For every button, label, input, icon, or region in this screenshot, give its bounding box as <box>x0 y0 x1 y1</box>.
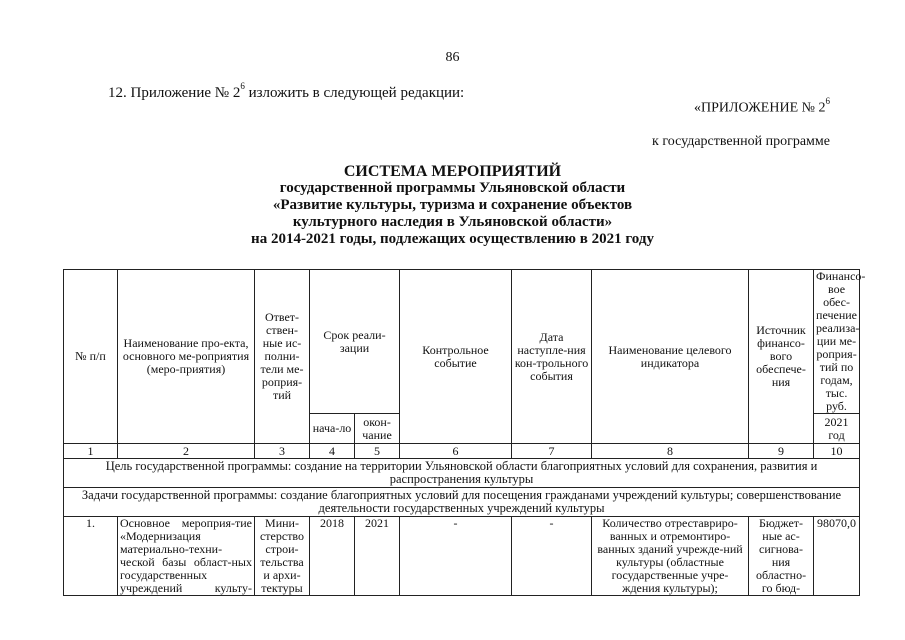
title-line-3: «Развитие культуры, туризма и сохранение объектов <box>272 197 633 213</box>
col-number: 8 <box>592 444 749 459</box>
program-goal: Цель государственной программы: создание на территории Ульяновской области благоприятных условий для сохранения, развития и распространения культуры <box>64 459 860 488</box>
header-event-date: Дата наступле-ния кон-трольного события <box>512 270 592 444</box>
row-date: - <box>512 517 592 596</box>
appendix-label: «ПРИЛОЖЕНИЕ № $2^6$ <box>694 96 830 116</box>
header-finance: Финансо-вое обес-печение реализа-ции ме-роприя-тий по годам, тыс. руб. <box>814 270 860 414</box>
page-number: 86 <box>445 50 460 65</box>
measures-table <box>63 269 866 596</box>
header-source: Источник финансо-вого обеспече-ния <box>749 270 814 444</box>
col-number: 2 <box>118 444 255 459</box>
col-number: 7 <box>512 444 592 459</box>
intro-text: 12. Приложение № $2^6$ изложить в следующей редакции: <box>108 81 465 101</box>
col-number: 9 <box>749 444 814 459</box>
row-end: 2021 <box>355 517 400 596</box>
row-control: - <box>400 517 512 596</box>
header-start: нача-ло <box>310 414 355 444</box>
title-line-5: на 2014-2021 годы, подлежащих осуществлению в 2021 году <box>251 231 654 247</box>
col-number: 1 <box>64 444 118 459</box>
row-amount: 98070,0 <box>814 517 860 596</box>
document-title <box>0 163 905 248</box>
header-period: Срок реали-зации <box>310 270 400 414</box>
appendix-superscript: 6 <box>825 96 830 106</box>
header-control-event: Контрольное событие <box>400 270 512 444</box>
row-num: 1. <box>64 517 118 596</box>
row-name: Основное мероприя-тие «Модернизация материально-техни-ческой базы област-ных государственных учреждений культу- <box>118 517 255 596</box>
intro-superscript: 6 <box>240 81 245 91</box>
title-line-4: культурного наследия в Ульяновской области» <box>292 214 613 230</box>
header-indicator: Наименование целевого индикатора <box>592 270 749 444</box>
appendix-subtitle: к государственной программе <box>652 134 830 149</box>
title-line-2: государственной программы Ульяновской области <box>279 180 626 196</box>
col-number: 10 <box>814 444 860 459</box>
header-year: 2021 год <box>814 414 860 444</box>
col-number: 5 <box>355 444 400 459</box>
col-number: 6 <box>400 444 512 459</box>
header-name: Наименование про-екта, основного ме-роприятия (меро-приятия) <box>118 270 255 444</box>
row-source: Бюджет-ные ас-сигнова-ния областно-го бюд- <box>749 517 814 596</box>
col-number: 3 <box>255 444 310 459</box>
header-end: окон-чание <box>355 414 400 444</box>
col-number: 4 <box>310 444 355 459</box>
header-responsible: Ответ-ствен-ные ис-полни-тели ме-роприя-тий <box>255 270 310 444</box>
title-line-1: СИСТЕМА МЕРОПРИЯТИЙ <box>343 163 562 180</box>
row-indicator: Количество отреставриро-ванных и отремонтиро-ванных зданий учрежде-ний культуры (областные государственные учре-ждения культуры); <box>592 517 749 596</box>
table-row <box>64 517 860 596</box>
row-responsible: Мини-стерство строи-тельства и архи-тектуры <box>255 517 310 596</box>
program-tasks: Задачи государственной программы: создание благоприятных условий для посещения гражданами учреждений культуры; совершенствование деятельности государственных учреждений культуры <box>64 488 860 517</box>
header-num: № п/п <box>64 270 118 444</box>
row-start: 2018 <box>310 517 355 596</box>
